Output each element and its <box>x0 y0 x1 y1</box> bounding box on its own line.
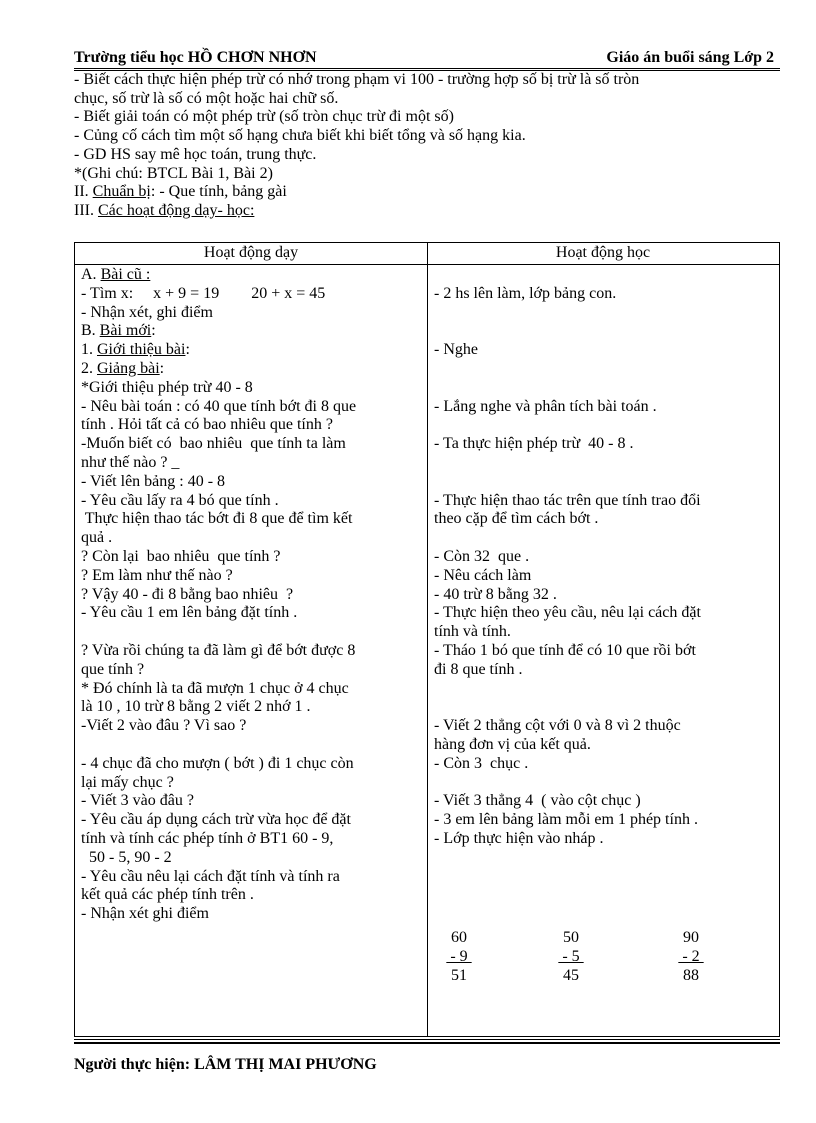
table-spacer <box>434 322 774 341</box>
table-line: - Yêu cầu nêu lại cách đặt tính và tính ra <box>81 867 340 885</box>
table-line: - Viết lên bảng : 40 - 8 <box>81 472 226 490</box>
table-line: - Nghe <box>434 341 478 359</box>
calc-sub: - 2 <box>678 947 704 965</box>
section-title: Giới thiệu bài <box>97 341 186 359</box>
author-label: Người thực hiện: <box>74 1056 195 1073</box>
intro-line: - Biết cách thực hiện phép trừ có nhớ trong phạm vi 100 - trường hợp số bị trừ là số tròn <box>74 71 640 88</box>
table-line: là 10 , 10 trừ 8 bằng 2 viết 2 nhớ 1 . <box>81 698 311 716</box>
activities-title: Các hoạt động dạy- học: <box>97 201 255 219</box>
table-line: ? Còn lại bao nhiêu que tính ? <box>81 547 281 565</box>
activities-table <box>74 242 780 1037</box>
table-line: - Viết 2 thẳng cột với 0 và 8 vì 2 thuộc <box>434 717 681 735</box>
section-prefix: 1. <box>81 341 97 359</box>
subsection-intro <box>81 341 421 360</box>
table-line: - Còn 3 chục . <box>434 754 529 772</box>
table-line: - Tìm x: x + 9 = 19 20 + x = 45 <box>81 284 326 302</box>
table-line: - Nêu bài toán : có 40 que tính bớt đi 8 que <box>81 397 357 415</box>
table-line: - Nhận xét, ghi điểm <box>81 303 213 321</box>
header-rule <box>74 68 780 69</box>
table-line: tính và tính các phép tính ở BT1 60 - 9, <box>81 829 334 847</box>
table-spacer <box>434 680 774 699</box>
table-line: - Lớp thực hiện vào nháp . <box>434 829 604 847</box>
prep-items: : - Que tính, bảng gài <box>150 183 287 201</box>
table-line: 50 - 5, 90 - 2 <box>81 848 172 866</box>
table-line: - Yêu cầu lấy ra 4 bó que tính . <box>81 491 279 509</box>
intro-section <box>74 71 780 221</box>
section-prefix: 2. <box>81 359 97 377</box>
author-name: LÂM THỊ MAI PHƯƠNG <box>194 1056 377 1073</box>
table-spacer <box>81 623 421 642</box>
calc-sub: - 5 <box>558 947 584 965</box>
section-title: Bài mới <box>99 322 152 340</box>
section-title: Bài cũ : <box>100 266 151 283</box>
table-line: - Thực hiện theo yêu cầu, nêu lại cách đặt <box>434 604 701 622</box>
calc-top: 90 <box>683 929 699 946</box>
intro-line: - GD HS say mê học toán, trung thực. <box>74 145 317 163</box>
school-name: Trường tiểu học HỒ CHƠN NHƠN <box>74 49 317 66</box>
table-spacer <box>434 868 774 887</box>
intro-line: *(Ghi chú: BTCL Bài 1, Bài 2) <box>74 164 273 182</box>
author-line <box>74 1056 377 1074</box>
calc-sub: - 9 <box>446 947 472 965</box>
table-line: theo cặp để tìm cách bớt . <box>434 510 599 528</box>
table-line: ? Vậy 40 - đi 8 bằng bao nhiêu ? <box>81 585 294 603</box>
section-a <box>81 266 421 285</box>
table-line: - 4 chục đã cho mượn ( bớt ) đi 1 chục còn <box>81 754 354 772</box>
section-title: Giảng bài <box>97 359 160 377</box>
intro-line: - Biết giải toán có một phép trừ (số tròn chục trừ đi một số) <box>74 108 454 126</box>
table-line: kết quả các phép tính trên . <box>81 886 254 904</box>
table-line: - Lắng nghe và phân tích bài toán . <box>434 397 657 415</box>
table-line: như thế nào ? _ <box>81 453 180 471</box>
calc-result: 51 <box>451 966 467 984</box>
table-line: tính . Hỏi tất cả có bao nhiêu que tính ? <box>81 416 333 434</box>
table-line: Thực hiện thao tác bớt đi 8 que để tìm kết <box>81 510 353 528</box>
table-spacer <box>81 736 421 755</box>
activities-number: III. <box>74 201 98 219</box>
table-line: - Yêu cầu áp dụng cách trừ vừa học để đặt <box>81 811 351 829</box>
table-line: - Còn 32 que . <box>434 547 530 565</box>
table-line: quả . <box>81 529 113 547</box>
table-spacer <box>434 379 774 398</box>
table-line: - Nhận xét ghi điểm <box>81 905 209 923</box>
table-spacer <box>434 774 774 793</box>
plan-title: Giáo án buổi sáng Lớp 2 <box>606 49 774 66</box>
table-line: tính và tính. <box>434 623 511 641</box>
table-line: ? Vừa rồi chúng ta đã làm gì để bớt được 8 <box>81 641 356 659</box>
table-line: que tính ? <box>81 660 145 678</box>
table-line: * Đó chính là ta đã mượn 1 chục ở 4 chục <box>81 679 349 697</box>
table-divider <box>427 243 428 1036</box>
subsection-lesson <box>81 360 421 379</box>
table-spacer <box>434 473 774 492</box>
table-spacer <box>434 416 774 435</box>
table-line: - Thực hiện thao tác trên que tính trao đổi <box>434 491 701 509</box>
table-line: - Yêu cầu 1 em lên bảng đặt tính . <box>81 604 298 622</box>
table-spacer <box>434 304 774 323</box>
intro-line: - Củng cố cách tìm một số hạng chưa biết khi biết tổng và số hạng kia. <box>74 127 526 145</box>
table-line: - Tháo 1 bó que tính để có 10 que rồi bớt <box>434 641 696 659</box>
calc-3 <box>671 929 711 985</box>
section-suffix: : <box>159 359 165 377</box>
prep-title: Chuẩn bị <box>92 183 151 201</box>
table-spacer <box>434 529 774 548</box>
table-spacer <box>434 698 774 717</box>
table-line: - Viết 3 thẳng 4 ( vào cột chục ) <box>434 792 641 810</box>
table-line: - Nêu cách làm <box>434 566 532 584</box>
col-teacher-header: Hoạt động dạy <box>203 244 299 261</box>
calc-result: 88 <box>683 966 699 984</box>
calc-result: 45 <box>563 966 579 984</box>
table-line: - 40 trừ 8 bằng 32 . <box>434 585 557 603</box>
prep-number: II. <box>74 183 93 201</box>
table-line: - 2 hs lên làm, lớp bảng con. <box>434 284 617 302</box>
table-header-rule <box>75 264 779 265</box>
section-prefix: B. <box>81 322 100 340</box>
table-line: đi 8 que tính . <box>434 660 523 678</box>
table-line: - Ta thực hiện phép trừ 40 - 8 . <box>434 435 634 453</box>
table-spacer <box>434 886 774 905</box>
table-line: - Viết 3 vào đâu ? <box>81 792 194 810</box>
table-line: hàng đơn vị của kết quả. <box>434 735 591 753</box>
activities-line <box>74 202 780 221</box>
table-spacer <box>434 360 774 379</box>
table-line: ? Em làm như thế nào ? <box>81 566 233 584</box>
calc-top: 60 <box>451 929 467 946</box>
col-student-header: Hoạt động học <box>555 244 651 261</box>
table-line: -Muốn biết có bao nhiêu que tính ta làm <box>81 435 346 453</box>
table-line: -Viết 2 vào đâu ? Vì sao ? <box>81 717 247 735</box>
section-prefix: A. <box>81 266 101 283</box>
student-column <box>434 266 774 905</box>
section-b <box>81 322 421 341</box>
prep-line <box>74 183 780 202</box>
table-line: *Giới thiệu phép trừ 40 - 8 <box>81 378 253 396</box>
table-line: - 3 em lên bảng làm mỗi em 1 phép tính . <box>434 811 698 829</box>
table-line: lại mấy chục ? <box>81 773 174 791</box>
table-spacer <box>434 454 774 473</box>
section-suffix: : <box>185 341 190 359</box>
calc-1 <box>439 929 479 985</box>
teacher-column <box>81 266 421 924</box>
footer-rule <box>74 1039 780 1040</box>
calc-top: 50 <box>563 929 579 946</box>
table-spacer <box>434 849 774 868</box>
table-spacer <box>434 266 774 285</box>
footer-rule-thick <box>74 1042 780 1044</box>
page-header <box>74 49 780 69</box>
intro-line: chục, số trừ là số có một hoặc hai chữ số. <box>74 89 339 107</box>
section-suffix: : <box>151 322 156 340</box>
calc-2 <box>551 929 591 985</box>
